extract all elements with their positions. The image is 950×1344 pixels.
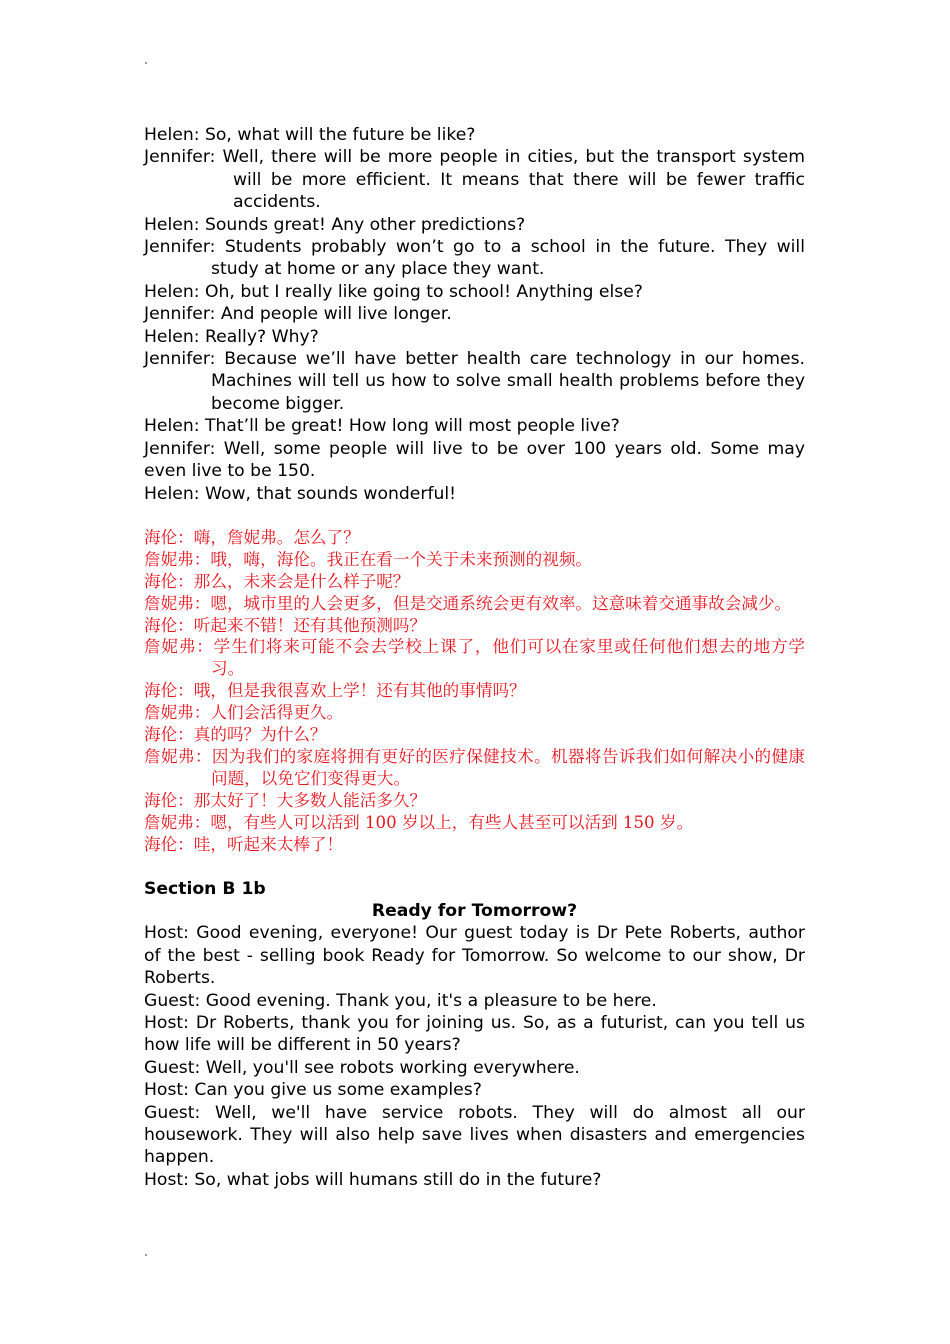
translation-line: 詹妮弗：嗯，有些人可以活到 100 岁以上，有些人甚至可以活到 150 岁。 [144,812,694,832]
dialogue-line: Jennifer: Well, some people will live to be over 100 years old. Some may even live to be 150. [144,438,805,482]
translation-line: 詹妮弗：嗯，城市里的人会更多，但是交通系统会更有效率。这意味着交通事故会减少。 [144,593,792,613]
translation-line: 海伦：哇，听起来太棒了！ [144,834,344,854]
dialogue-line: Jennifer: Well, there will be more people in cities, but the transport system will be more efficient. It means that there will be fewer traffic accidents. [144,147,805,213]
transcript-line: Guest: Good evening. Thank you, it's a pleasure to be here. [144,990,657,1011]
transcript-line: Host: So, what jobs will humans still do in the future? [144,1169,602,1190]
transcript-line: Guest: Well, we'll have service robots. They will do almost all our housework. They will also help save lives when disasters and emergencies happen. [144,1102,805,1168]
dialogue-line: Helen: Sounds great! Any other predictions? [144,214,526,235]
transcript-line: Host: Can you give us some examples? [144,1080,482,1101]
transcript-line: Guest: Well, you'll see robots working everywhere. [144,1057,580,1078]
document-page [144,124,805,1191]
transcript-line: Host: Dr Roberts, thank you for joining us. So, as a futurist, can you tell us how life will be different in 50 years? [144,1012,805,1056]
translation-line: 海伦：听起来不错！还有其他预测吗？ [144,615,427,635]
section-title: Ready for Tomorrow? [371,900,578,921]
dialogue-chinese [144,527,805,856]
dialogue-line: Helen: So, what will the future be like? [144,125,476,145]
translation-line: 海伦：嗨，詹妮弗。怎么了？ [144,527,360,547]
translation-line: 詹妮弗：因为我们的家庭将拥有更好的医疗保健技术。机器将告诉我们如何解决小的健康问题，以免它们变得更大。 [144,746,805,788]
dialogue-line: Helen: Oh, but I really like going to school! Anything else? [144,281,643,302]
dialogue-line: Helen: That’ll be great! How long will most people live? [144,416,620,437]
dialogue-english [144,124,805,505]
translation-line: 海伦：真的吗？为什么？ [144,725,327,745]
translation-line: 詹妮弗：学生们将来可能不会去学校上课了，他们可以在家里或任何他们想去的地方学习。 [144,637,805,679]
translation-line: 海伦：那么，未来会是什么样子呢？ [144,571,410,591]
translation-line: 海伦：哦，但是我很喜欢上学！还有其他的事情吗？ [144,681,526,701]
dialogue-line: Helen: Really? Why? [144,326,319,347]
bottom-corner-mark: ˚ [144,1254,148,1263]
translation-line: 詹妮弗：人们会活得更久。 [144,703,344,723]
dialogue-line: Jennifer: Students probably won’t go to a school in the future. They will study at home or any place they want. [144,237,805,280]
dialogue-line: Jennifer: And people will live longer. [144,304,452,325]
top-corner-mark: ˚ [144,62,148,71]
dialogue-line: Jennifer: Because we’ll have better health care technology in our homes. Machines will tell us how to solve small health problems before they become bigger. [144,349,805,414]
transcript-line: Host: Good evening, everyone! Our guest today is Dr Pete Roberts, author of the best - selling book Ready for Tomorrow. So welcome to our show, Dr Roberts. [144,923,805,989]
dialogue-line: Helen: Wow, that sounds wonderful! [144,483,457,504]
translation-line: 海伦：那太好了！大多数人能活多久？ [144,790,427,810]
section-heading: Section B 1b [144,878,266,899]
translation-line: 詹妮弗：哦，嗨，海伦。我正在看一个关于未来预测的视频。 [144,549,593,569]
section-b [144,878,805,1192]
